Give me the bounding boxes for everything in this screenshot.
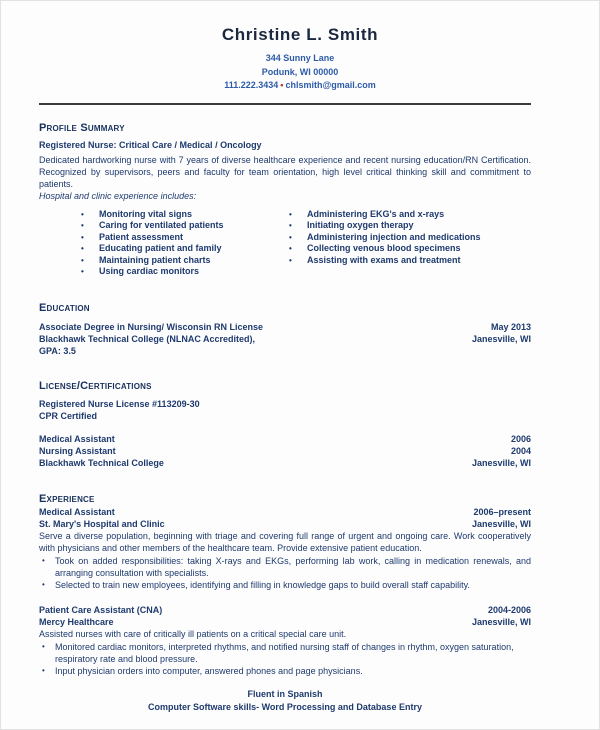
job-summary: Serve a diverse population, beginning with triage and covering full range of urgent and ongoing care. Work cooperatively with physicians and other members of the healthcare team. Provide extensive patient education. (39, 531, 531, 554)
job-bullet (39, 555, 531, 579)
bullet-icon: • (289, 221, 292, 231)
licenses-heading: License/Certifications (39, 380, 152, 393)
license-number-line: Registered Nurse License #113209-30 (39, 399, 200, 410)
bullet-icon: • (81, 255, 84, 265)
candidate-name: Christine L. Smith (221, 25, 379, 44)
bullet-icon: • (81, 209, 84, 219)
education-degree-row (39, 321, 531, 333)
job-bullet (39, 665, 531, 677)
phone-email-line (1, 79, 599, 93)
job-entry (39, 506, 531, 591)
gpa-line: GPA: 3.5 (39, 346, 76, 357)
job-dates: 2006–present (473, 507, 531, 518)
job-bullet-text: Took on added responsibilities: taking X-rays and EKGs, performing lab work, calling in medication renewals, and arranging consultation with specialists. (55, 556, 531, 579)
skill-item (289, 255, 531, 267)
job-title: Medical Assistant (39, 507, 115, 518)
certification-row (39, 433, 531, 445)
job-summary: Assisted nurses with care of critically ill patients on a critical special care unit. (39, 629, 347, 640)
skill-label: Initiating oxygen therapy (307, 220, 414, 231)
job-title: Patient Care Assistant (CNA) (39, 605, 163, 616)
skill-item (81, 266, 289, 278)
address-line-2: Podunk, WI 00000 (261, 66, 339, 77)
skill-item (81, 209, 289, 221)
skill-label: Administering injection and medications (307, 231, 481, 242)
skills-column-right (289, 209, 531, 279)
footer-skills-line: Computer Software skills- Word Processing and Database Entry (148, 701, 422, 712)
skill-label: Using cardiac monitors (99, 266, 200, 277)
skill-label: Patient assessment (99, 231, 184, 242)
skill-item (81, 255, 289, 267)
certification-row (39, 445, 531, 457)
bullet-icon: • (289, 209, 292, 219)
skill-item (289, 220, 531, 232)
bullet-separator-icon: • (280, 80, 284, 90)
certification-value: 2004 (510, 446, 531, 457)
skill-label: Collecting venous blood specimens (307, 243, 461, 254)
job-bullet-text: Monitored cardiac monitors, interpreted rhythms, and notified nursing staff of changes in rhythm, oxygen saturation, respiratory rate and blood pressure. (55, 642, 514, 665)
job-bullet-list (39, 641, 531, 677)
certification-row (39, 457, 531, 469)
bullet-icon: • (42, 556, 45, 566)
resume-header (1, 1, 599, 93)
certification-rows (39, 433, 531, 469)
section-education (39, 302, 531, 357)
job-dates: 2004-2006 (487, 605, 531, 616)
education-entry (39, 321, 531, 357)
job-entry (39, 604, 531, 677)
bullet-icon: • (42, 642, 45, 652)
skill-item (81, 232, 289, 244)
education-heading: Education (39, 302, 90, 315)
bullet-icon: • (289, 232, 292, 242)
job-employer-row (39, 518, 531, 530)
profile-summary-heading: Profile Summary (39, 121, 125, 134)
header-divider (39, 103, 531, 105)
degree-name: Associate Degree in Nursing/ Wisconsin RN License (39, 322, 263, 333)
job-bullet (39, 641, 531, 665)
license-lines (39, 398, 531, 422)
bullet-icon: • (289, 244, 292, 254)
bullet-icon: • (289, 255, 292, 265)
job-location: Janesville, WI (471, 617, 531, 628)
resume-footer (39, 688, 531, 713)
job-bullet (39, 579, 531, 591)
cpr-line: CPR Certified (39, 411, 98, 422)
profile-subtitle: Registered Nurse: Critical Care / Medical / Oncology (39, 139, 262, 150)
job-employer: Mercy Healthcare (39, 617, 114, 628)
contact-block (1, 52, 599, 93)
email-address: chlsmith@gmail.com (285, 80, 376, 90)
bullet-icon: • (81, 267, 84, 277)
certification-label: Nursing Assistant (39, 446, 116, 457)
profile-paragraph-italic: Hospital and clinic experience includes: (39, 190, 197, 201)
certification-value: Janesville, WI (471, 458, 531, 469)
skill-item (289, 243, 531, 255)
skill-item (81, 243, 289, 255)
degree-date: May 2013 (490, 322, 531, 333)
certification-label: Blackhawk Technical College (39, 458, 164, 469)
section-licenses (39, 380, 531, 469)
skill-label: Monitoring vital signs (99, 208, 193, 219)
resume-body (1, 122, 599, 714)
bullet-icon: • (42, 580, 45, 590)
profile-paragraph: Dedicated hardworking nurse with 7 years of diverse healthcare experience and recent nursing education/RN Certification. Recognized by supervisors, peers and faculty for team orientation, high level critical thinking skill and commitment to patients. (39, 154, 531, 189)
experience-heading: Experience (39, 493, 95, 506)
skill-label: Assisting with exams and treatment (307, 254, 461, 265)
bullet-icon: • (81, 244, 84, 254)
section-profile-summary (39, 122, 531, 279)
bullet-icon: • (81, 221, 84, 231)
certification-label: Medical Assistant (39, 434, 115, 445)
job-bullet-list (39, 555, 531, 591)
skill-label: Administering EKG's and x-rays (307, 208, 445, 219)
section-experience (39, 493, 531, 677)
school-name: Blackhawk Technical College (NLNAC Accredited), (39, 334, 256, 345)
job-title-row (39, 506, 531, 518)
job-title-row (39, 604, 531, 616)
skills-column-left (81, 209, 289, 279)
job-employer: St. Mary's Hospital and Clinic (39, 519, 165, 530)
skill-item (81, 220, 289, 232)
skill-item (289, 232, 531, 244)
address-line-1: 344 Sunny Lane (265, 53, 335, 63)
job-bullet-text: Selected to train new employees, identifying and filling in knowledge gaps to build overall staff capability. (55, 580, 470, 591)
bullet-icon: • (81, 232, 84, 242)
skill-item (289, 209, 531, 221)
footer-language-line: Fluent in Spanish (247, 689, 323, 700)
job-bullet-text: Input physician orders into computer, answered phones and page physicians. (55, 666, 363, 677)
skill-label: Caring for ventilated patients (99, 220, 224, 231)
certification-value: 2006 (510, 434, 531, 445)
skill-label: Educating patient and family (99, 243, 222, 254)
job-location: Janesville, WI (471, 519, 531, 530)
phone-number: 111.222.3434 (224, 80, 279, 90)
education-school-row (39, 333, 531, 345)
skills-bullet-columns (39, 209, 531, 279)
skill-label: Maintaining patient charts (99, 254, 211, 265)
bullet-icon: • (42, 666, 45, 676)
job-employer-row (39, 616, 531, 628)
school-location: Janesville, WI (471, 334, 531, 345)
